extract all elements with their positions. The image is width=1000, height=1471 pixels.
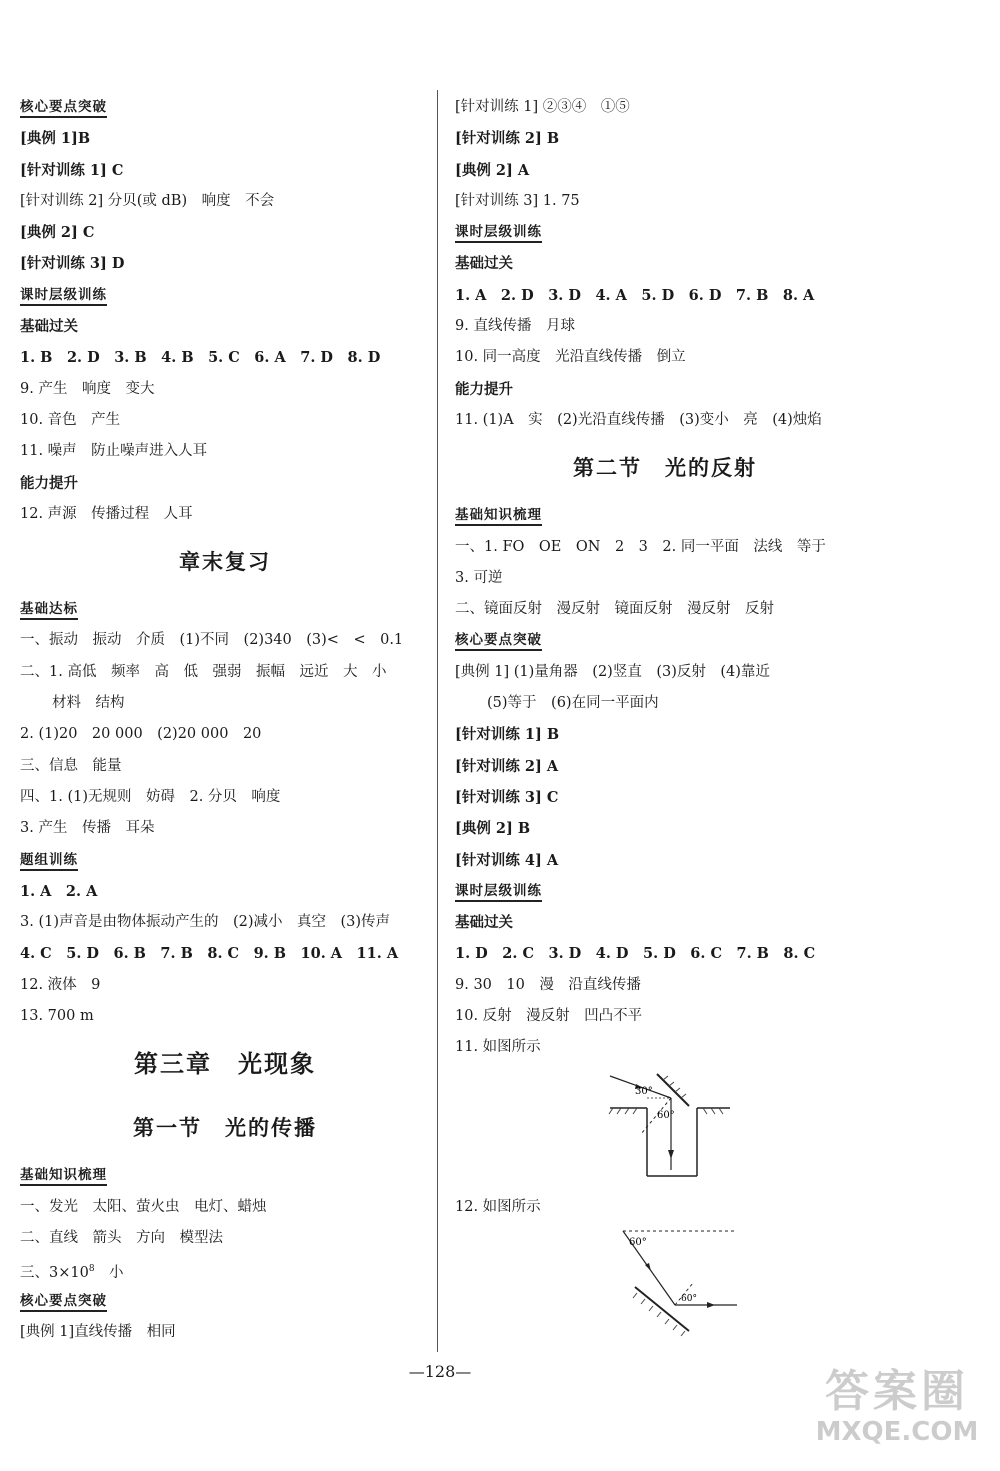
answer-line: [典例 1]直线传播 相同 bbox=[20, 1323, 176, 1340]
answer-line: 12. 如图所示 bbox=[455, 1198, 541, 1215]
mirror-well-diagram bbox=[605, 1064, 765, 1184]
answer-line: 10. 音色 产生 bbox=[20, 411, 121, 428]
answer-line: 1. A 2. A bbox=[20, 882, 98, 900]
chapter-review-title: 章末复习 bbox=[179, 549, 271, 575]
section-header: 核心要点突破 bbox=[455, 625, 875, 656]
section-header: 基础达标 bbox=[20, 594, 430, 625]
answer-line: [针对训练 3] D bbox=[20, 255, 125, 273]
figure-reflection bbox=[455, 1223, 875, 1363]
reflection-diagram bbox=[615, 1223, 755, 1343]
section-title: 第一节 光的传播 bbox=[133, 1115, 317, 1141]
answer-line: [针对训练 1] C bbox=[20, 161, 124, 179]
answer-line: [针对训练 2] A bbox=[455, 757, 559, 775]
answer-line: 2. (1)20 20 000 (2)20 000 20 bbox=[20, 726, 262, 743]
answer-line: 12. 液体 9 bbox=[20, 976, 101, 993]
subsection-label: 基础过关 bbox=[455, 255, 513, 273]
answer-line: [典例 1]B bbox=[20, 130, 91, 148]
section-header: 核心要点突破 bbox=[20, 1286, 430, 1317]
answer-line: [典例 2] C bbox=[20, 224, 95, 242]
section-header: 题组训练 bbox=[20, 845, 430, 876]
answer-line: 一、发光 太阳、萤火虫 电灯、蜡烛 bbox=[20, 1198, 267, 1215]
answer-line: 二、直线 箭头 方向 模型法 bbox=[20, 1229, 223, 1246]
section-header: 基础知识梳理 bbox=[20, 1160, 430, 1191]
answer-line: 11. 噪声 防止噪声进入人耳 bbox=[20, 443, 208, 460]
watermark-top-text: 答案圈 bbox=[825, 1366, 969, 1417]
answer-line: 二、镜面反射 漫反射 镜面反射 漫反射 反射 bbox=[455, 601, 774, 618]
answer-line: 3. 可逆 bbox=[455, 569, 503, 586]
answer-line: 一、1. FO OE ON 2 3 2. 同一平面 法线 等于 bbox=[455, 538, 826, 555]
answer-line: 二、1. 高低 频率 高 低 强弱 振幅 远近 大 小 bbox=[20, 663, 387, 680]
answer-line: 材料 结构 bbox=[52, 695, 125, 712]
answer-line: [针对训练 3] 1. 75 bbox=[455, 192, 580, 209]
watermark-bottom-text: MXQE.COM bbox=[815, 1417, 979, 1447]
answer-line: 3. 产生 传播 耳朵 bbox=[20, 820, 155, 837]
section-title: 第二节 光的反射 bbox=[573, 455, 757, 481]
answer-line: [典例 2] B bbox=[455, 820, 531, 838]
answer-line: 13. 700 m bbox=[20, 1008, 94, 1025]
answer-line: 11. 如图所示 bbox=[455, 1039, 541, 1056]
answer-line: [针对训练 1] B bbox=[455, 726, 560, 744]
answer-line: [针对训练 1] ②③④ ①⑤ bbox=[455, 99, 630, 115]
answer-line: [针对训练 2] 分贝(或 dB) 响度 不会 bbox=[20, 192, 275, 209]
section-header: 基础知识梳理 bbox=[455, 500, 875, 531]
answer-line: 1. A 2. D 3. D 4. A 5. D 6. D 7. B 8. A bbox=[455, 286, 815, 304]
angle-label-30: 30° bbox=[635, 1085, 653, 1097]
right-column bbox=[455, 92, 875, 1363]
answer-line: 一、振动 振动 介质 (1)不同 (2)340 (3)< < 0.1 bbox=[20, 632, 404, 649]
page-number: —128— bbox=[408, 1362, 472, 1381]
answer-line: [典例 1] (1)量角器 (2)竖直 (3)反射 (4)靠近 bbox=[455, 663, 770, 680]
subsection-label: 基础过关 bbox=[20, 318, 78, 336]
answer-line: 10. 同一高度 光沿直线传播 倒立 bbox=[455, 349, 686, 366]
answer-line: 1. B 2. D 3. B 4. B 5. C 6. A 7. D 8. D bbox=[20, 349, 381, 367]
answer-line: 10. 反射 漫反射 凹凸不平 bbox=[455, 1008, 643, 1025]
answer-line: 9. 直线传播 月球 bbox=[455, 318, 575, 335]
angle-label-bottom: 60° bbox=[681, 1293, 697, 1304]
section-header: 课时层级训练 bbox=[455, 217, 875, 248]
watermark-logo bbox=[812, 1351, 982, 1461]
subsection-label: 能力提升 bbox=[455, 380, 513, 398]
answer-line: 3. (1)声音是由物体振动产生的 (2)减小 真空 (3)传声 bbox=[20, 914, 391, 931]
subsection-label: 基础过关 bbox=[455, 914, 513, 932]
answer-line: 9. 30 10 漫 沿直线传播 bbox=[455, 976, 641, 993]
answer-line: 9. 产生 响度 变大 bbox=[20, 380, 155, 397]
column-divider bbox=[437, 90, 438, 1352]
answer-line: [针对训练 2] B bbox=[455, 130, 560, 148]
section-header: 课时层级训练 bbox=[20, 280, 430, 311]
answer-line: 四、1. (1)无规则 妨碍 2. 分贝 响度 bbox=[20, 788, 281, 805]
figure-mirror-well bbox=[455, 1064, 875, 1192]
chapter-title: 第三章 光现象 bbox=[134, 1049, 316, 1079]
angle-label-top: 60° bbox=[629, 1236, 647, 1248]
answer-line: [典例 2] A bbox=[455, 161, 530, 179]
answer-line: 12. 声源 传播过程 人耳 bbox=[20, 505, 193, 522]
angle-label-60: 60° bbox=[657, 1109, 675, 1121]
answer-line: 4. C 5. D 6. B 7. B 8. C 9. B 10. A 11. A bbox=[20, 945, 399, 963]
answer-line: [针对训练 4] A bbox=[455, 851, 559, 869]
subsection-label: 能力提升 bbox=[20, 474, 78, 492]
section-header: 课时层级训练 bbox=[455, 876, 875, 907]
section-header: 核心要点突破 bbox=[20, 92, 430, 123]
left-column bbox=[20, 92, 430, 1348]
answer-line: 11. (1)A 实 (2)光沿直线传播 (3)变小 亮 (4)烛焰 bbox=[455, 411, 822, 428]
answer-line: (5)等于 (6)在同一平面内 bbox=[487, 695, 659, 712]
answer-line: [针对训练 3] C bbox=[455, 788, 559, 806]
answer-line: 1. D 2. C 3. D 4. D 5. D 6. C 7. B 8. C bbox=[455, 945, 816, 963]
answer-line: 三、$3\times 10^8$ 小 bbox=[20, 1264, 124, 1282]
answer-line: 三、信息 能量 bbox=[20, 757, 122, 774]
